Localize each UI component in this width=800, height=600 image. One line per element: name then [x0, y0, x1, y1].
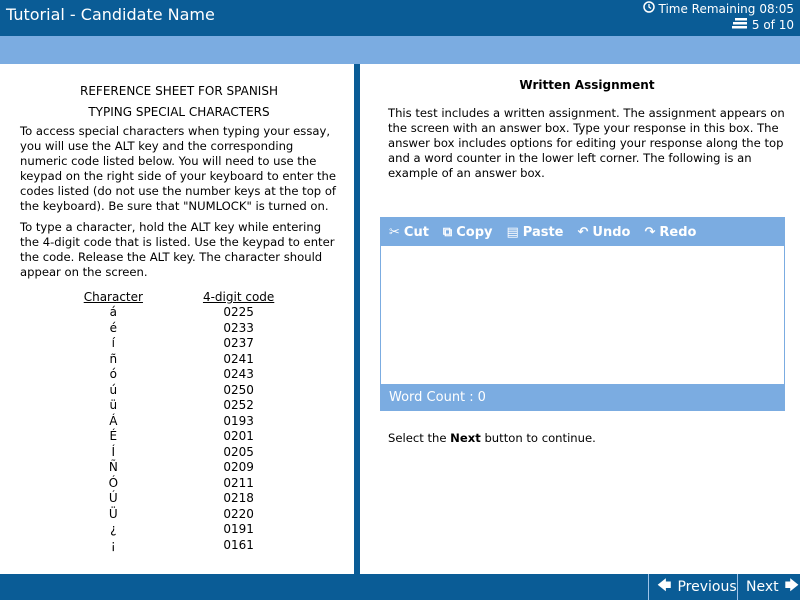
reference-panel — [0, 64, 352, 574]
answer-textarea[interactable] — [381, 246, 784, 384]
next-keyword: Next — [450, 431, 481, 445]
word-count-value: 0 — [477, 389, 486, 405]
editor-toolbar — [381, 218, 784, 246]
code-cell: 0193 — [223, 413, 254, 428]
code-cell: 0250 — [223, 382, 254, 397]
progress-icon — [732, 17, 748, 33]
assignment-description: This test includes a written assignment. The assignment appears on the screen with an answer box. Type your response in this box. The answer box includes options for editing your response along the top and a word counter in the lower left corner. The following is an example of an answer box. — [388, 106, 785, 180]
copy-button[interactable]: ⧉ Copy — [442, 224, 493, 240]
code-cell: 0237 — [223, 336, 254, 350]
character-cell: á — [109, 305, 117, 319]
character-code-table — [54, 290, 305, 553]
table-row — [54, 305, 305, 321]
table-row — [54, 336, 305, 352]
paste-icon: ▤ — [506, 224, 519, 240]
assignment-panel — [360, 64, 800, 574]
character-cell: ú — [109, 382, 118, 397]
column-header-code: 4-digit code — [202, 290, 275, 304]
time-remaining-value: 08:05 — [759, 2, 794, 16]
character-cell: ó — [109, 367, 117, 381]
previous-button[interactable]: 🡄 Previous — [648, 574, 737, 600]
table-row — [54, 445, 305, 461]
next-button[interactable]: Next 🡆 — [737, 574, 800, 600]
question-progress: 5 of 10 — [751, 18, 794, 32]
footer-nav-bar — [0, 574, 800, 600]
character-cell: Ñ — [108, 460, 118, 474]
character-cell: Ó — [108, 475, 119, 490]
character-cell: É — [109, 429, 118, 443]
assignment-title: Written Assignment — [519, 78, 655, 92]
app-title: Tutorial - Candidate Name — [6, 5, 215, 24]
character-cell: Í — [111, 444, 116, 459]
table-row — [54, 491, 305, 507]
character-cell: Ü — [108, 506, 118, 521]
scissors-icon: ✂ — [389, 224, 400, 240]
character-cell: Ú — [108, 491, 118, 505]
table-row — [54, 522, 305, 538]
code-cell: 0201 — [223, 429, 254, 443]
table-row — [54, 460, 305, 476]
reference-subtitle: TYPING SPECIAL CHARACTERS — [88, 105, 270, 119]
code-cell: 0161 — [223, 537, 254, 552]
code-cell: 0252 — [223, 398, 254, 412]
table-row — [54, 321, 305, 337]
reference-title: REFERENCE SHEET FOR SPANISH — [80, 84, 278, 98]
code-cell: 0243 — [223, 367, 254, 381]
table-row — [54, 414, 305, 430]
redo-button[interactable]: ↷ Redo — [644, 224, 697, 240]
table-row — [54, 507, 305, 523]
character-cell: é — [109, 320, 118, 335]
table-row — [54, 352, 305, 368]
character-cell: ¿ — [110, 522, 117, 536]
column-header-character: Character — [83, 290, 143, 304]
cut-button[interactable]: ✂ Cut — [389, 224, 429, 240]
table-row — [54, 398, 305, 414]
code-cell: 0205 — [223, 444, 254, 459]
code-cell: 0209 — [223, 460, 254, 474]
code-cell: 0233 — [223, 320, 254, 335]
timer-panel — [643, 1, 795, 33]
character-cell: ü — [109, 398, 118, 412]
character-cell: Á — [109, 413, 118, 428]
code-cell: 0241 — [223, 351, 254, 366]
arrow-right-icon: 🡆 — [784, 578, 800, 594]
redo-icon: ↷ — [644, 224, 656, 240]
paste-button[interactable]: ▤ Paste — [506, 224, 564, 240]
table-row — [54, 538, 305, 554]
title-bar — [0, 0, 800, 36]
code-cell: 0220 — [223, 506, 254, 521]
word-count-label: Word Count : — [389, 389, 474, 405]
code-cell: 0218 — [223, 491, 254, 505]
arrow-left-icon: 🡄 — [657, 578, 672, 594]
code-cell: 0225 — [223, 305, 254, 319]
character-cell: í — [111, 336, 115, 350]
reference-instructions-2: To type a character, hold the ALT key while entering the 4-digit code that is listed. Use the keypad to enter the code. Release the ALT key. The character should appear on the screen. — [20, 220, 335, 279]
undo-icon: ↶ — [577, 224, 589, 240]
continue-instruction: Select the Next button to continue. — [388, 431, 596, 445]
clock-icon — [643, 1, 655, 17]
code-cell: 0191 — [223, 522, 254, 536]
word-count-bar — [381, 384, 784, 410]
reference-instructions-1: To access special characters when typing your essay, you will use the ALT key and the corresponding numeric code listed below. You will need to use the keypad on the right side of your keyboard to enter the codes listed (do not use the number keys at the top of the keyboard). Be sure that "NUMLOCK" is turned on. — [20, 124, 337, 213]
sub-header-bar — [0, 36, 800, 64]
code-cell: 0211 — [223, 475, 254, 490]
table-row — [54, 476, 305, 492]
time-remaining-label: Time Remaining — [658, 2, 756, 16]
character-cell: ¡ — [110, 537, 116, 552]
answer-box — [380, 217, 785, 411]
character-cell: ñ — [109, 351, 118, 366]
copy-icon: ⧉ — [442, 224, 453, 240]
undo-button[interactable]: ↶ Undo — [577, 224, 631, 240]
table-row — [54, 429, 305, 445]
table-row — [54, 367, 305, 383]
table-row — [54, 383, 305, 399]
